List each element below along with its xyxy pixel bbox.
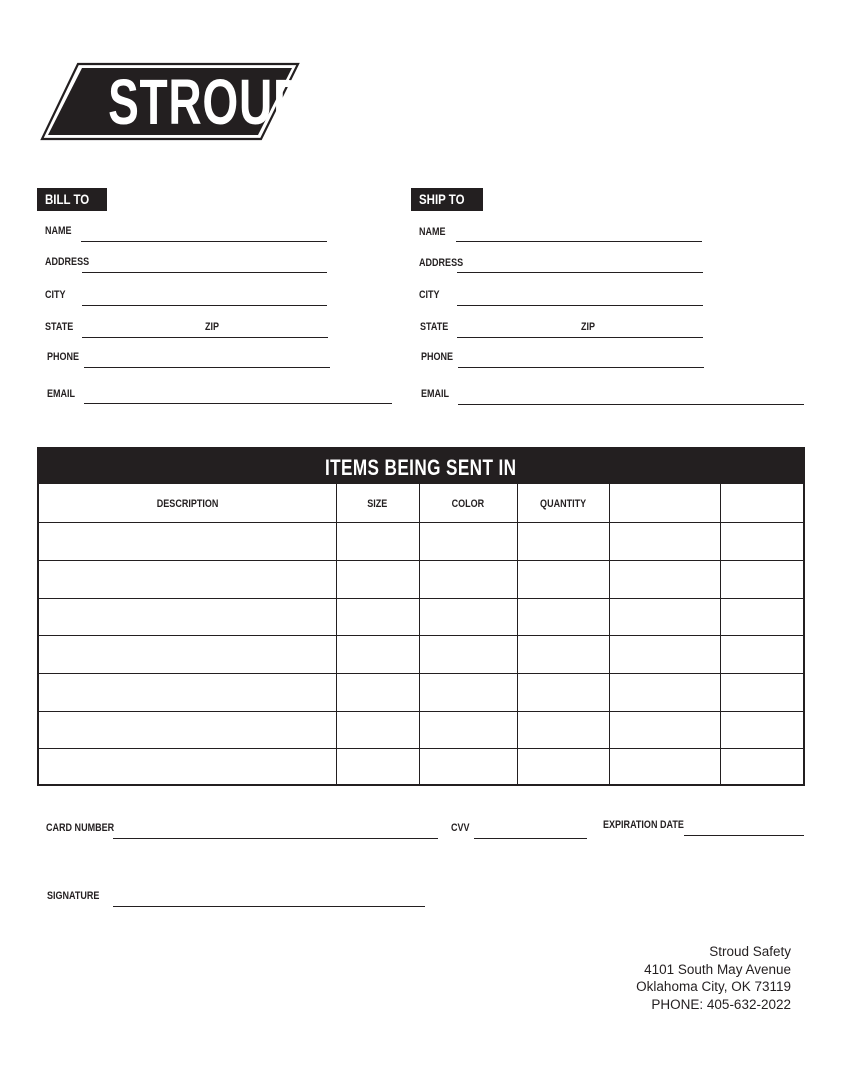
col-header-description: DESCRIPTION (156, 498, 219, 510)
ship-city-line[interactable] (457, 305, 703, 306)
bill-phone-line[interactable] (84, 367, 330, 368)
company-phone: PHONE: 405-632-2022 (651, 996, 791, 1012)
ship-phone-label: PHONE (421, 351, 454, 363)
ship-email-label: EMAIL (421, 388, 450, 400)
company-city: Oklahoma City, OK 73119 (636, 979, 791, 994)
card-number-label: CARD NUMBER (46, 822, 115, 834)
bill-name-label: NAME (45, 225, 72, 237)
card-number-line[interactable] (113, 838, 438, 839)
ship-name-label: NAME (419, 226, 446, 238)
row-divider (39, 748, 803, 749)
logo-text: STROUD (108, 66, 307, 138)
expiration-date-label: EXPIRATION DATE (603, 819, 684, 831)
ship-phone-line[interactable] (458, 367, 704, 368)
ship-address-line[interactable] (457, 272, 703, 273)
ship-zip-label: ZIP (581, 321, 596, 333)
row-divider (39, 522, 803, 523)
ship-name-line[interactable] (456, 241, 702, 242)
col-divider (336, 484, 337, 784)
signature-line[interactable] (113, 906, 425, 907)
bill-zip-label: ZIP (205, 321, 220, 333)
bill-email-line[interactable] (84, 403, 392, 404)
cvv-line[interactable] (474, 838, 587, 839)
bill-address-line[interactable] (82, 272, 327, 273)
col-header-color: COLOR (451, 498, 485, 510)
company-name: Stroud Safety (709, 944, 791, 959)
ship-city-label: CITY (419, 289, 440, 301)
col-divider (419, 484, 420, 784)
col-header-blank-1 (609, 486, 720, 522)
col-divider (609, 484, 610, 784)
company-address (636, 943, 791, 1013)
col-header-quantity: QUANTITY (539, 498, 587, 510)
row-divider (39, 598, 803, 599)
ship-address-label: ADDRESS (419, 257, 464, 269)
expiration-date-line[interactable] (684, 835, 804, 836)
ship-state-label: STATE (420, 321, 449, 333)
bill-state-label: STATE (45, 321, 74, 333)
bill-name-line[interactable] (81, 241, 327, 242)
bill-address-label: ADDRESS (45, 256, 90, 268)
items-table-title: ITEMS BEING SENT IN (39, 449, 803, 484)
col-header-size: SIZE (367, 498, 388, 510)
stroud-logo (40, 62, 307, 142)
col-header-blank-2 (720, 486, 805, 522)
ship-state-zip-line[interactable] (457, 337, 703, 338)
bill-city-line[interactable] (82, 305, 327, 306)
row-divider (39, 560, 803, 561)
bill-to-header: BILL TO (37, 188, 107, 211)
bill-state-zip-line[interactable] (82, 337, 328, 338)
col-divider (720, 484, 721, 784)
items-table (37, 447, 805, 786)
ship-email-line[interactable] (458, 404, 804, 405)
row-divider (39, 673, 803, 674)
bill-phone-label: PHONE (47, 351, 80, 363)
signature-label: SIGNATURE (47, 890, 100, 902)
bill-email-label: EMAIL (47, 388, 76, 400)
company-street: 4101 South May Avenue (644, 961, 791, 977)
cvv-label: CVV (451, 822, 470, 834)
col-divider (517, 484, 518, 784)
ship-to-header: SHIP TO (411, 188, 483, 211)
bill-city-label: CITY (45, 289, 66, 301)
row-divider (39, 711, 803, 712)
row-divider (39, 635, 803, 636)
